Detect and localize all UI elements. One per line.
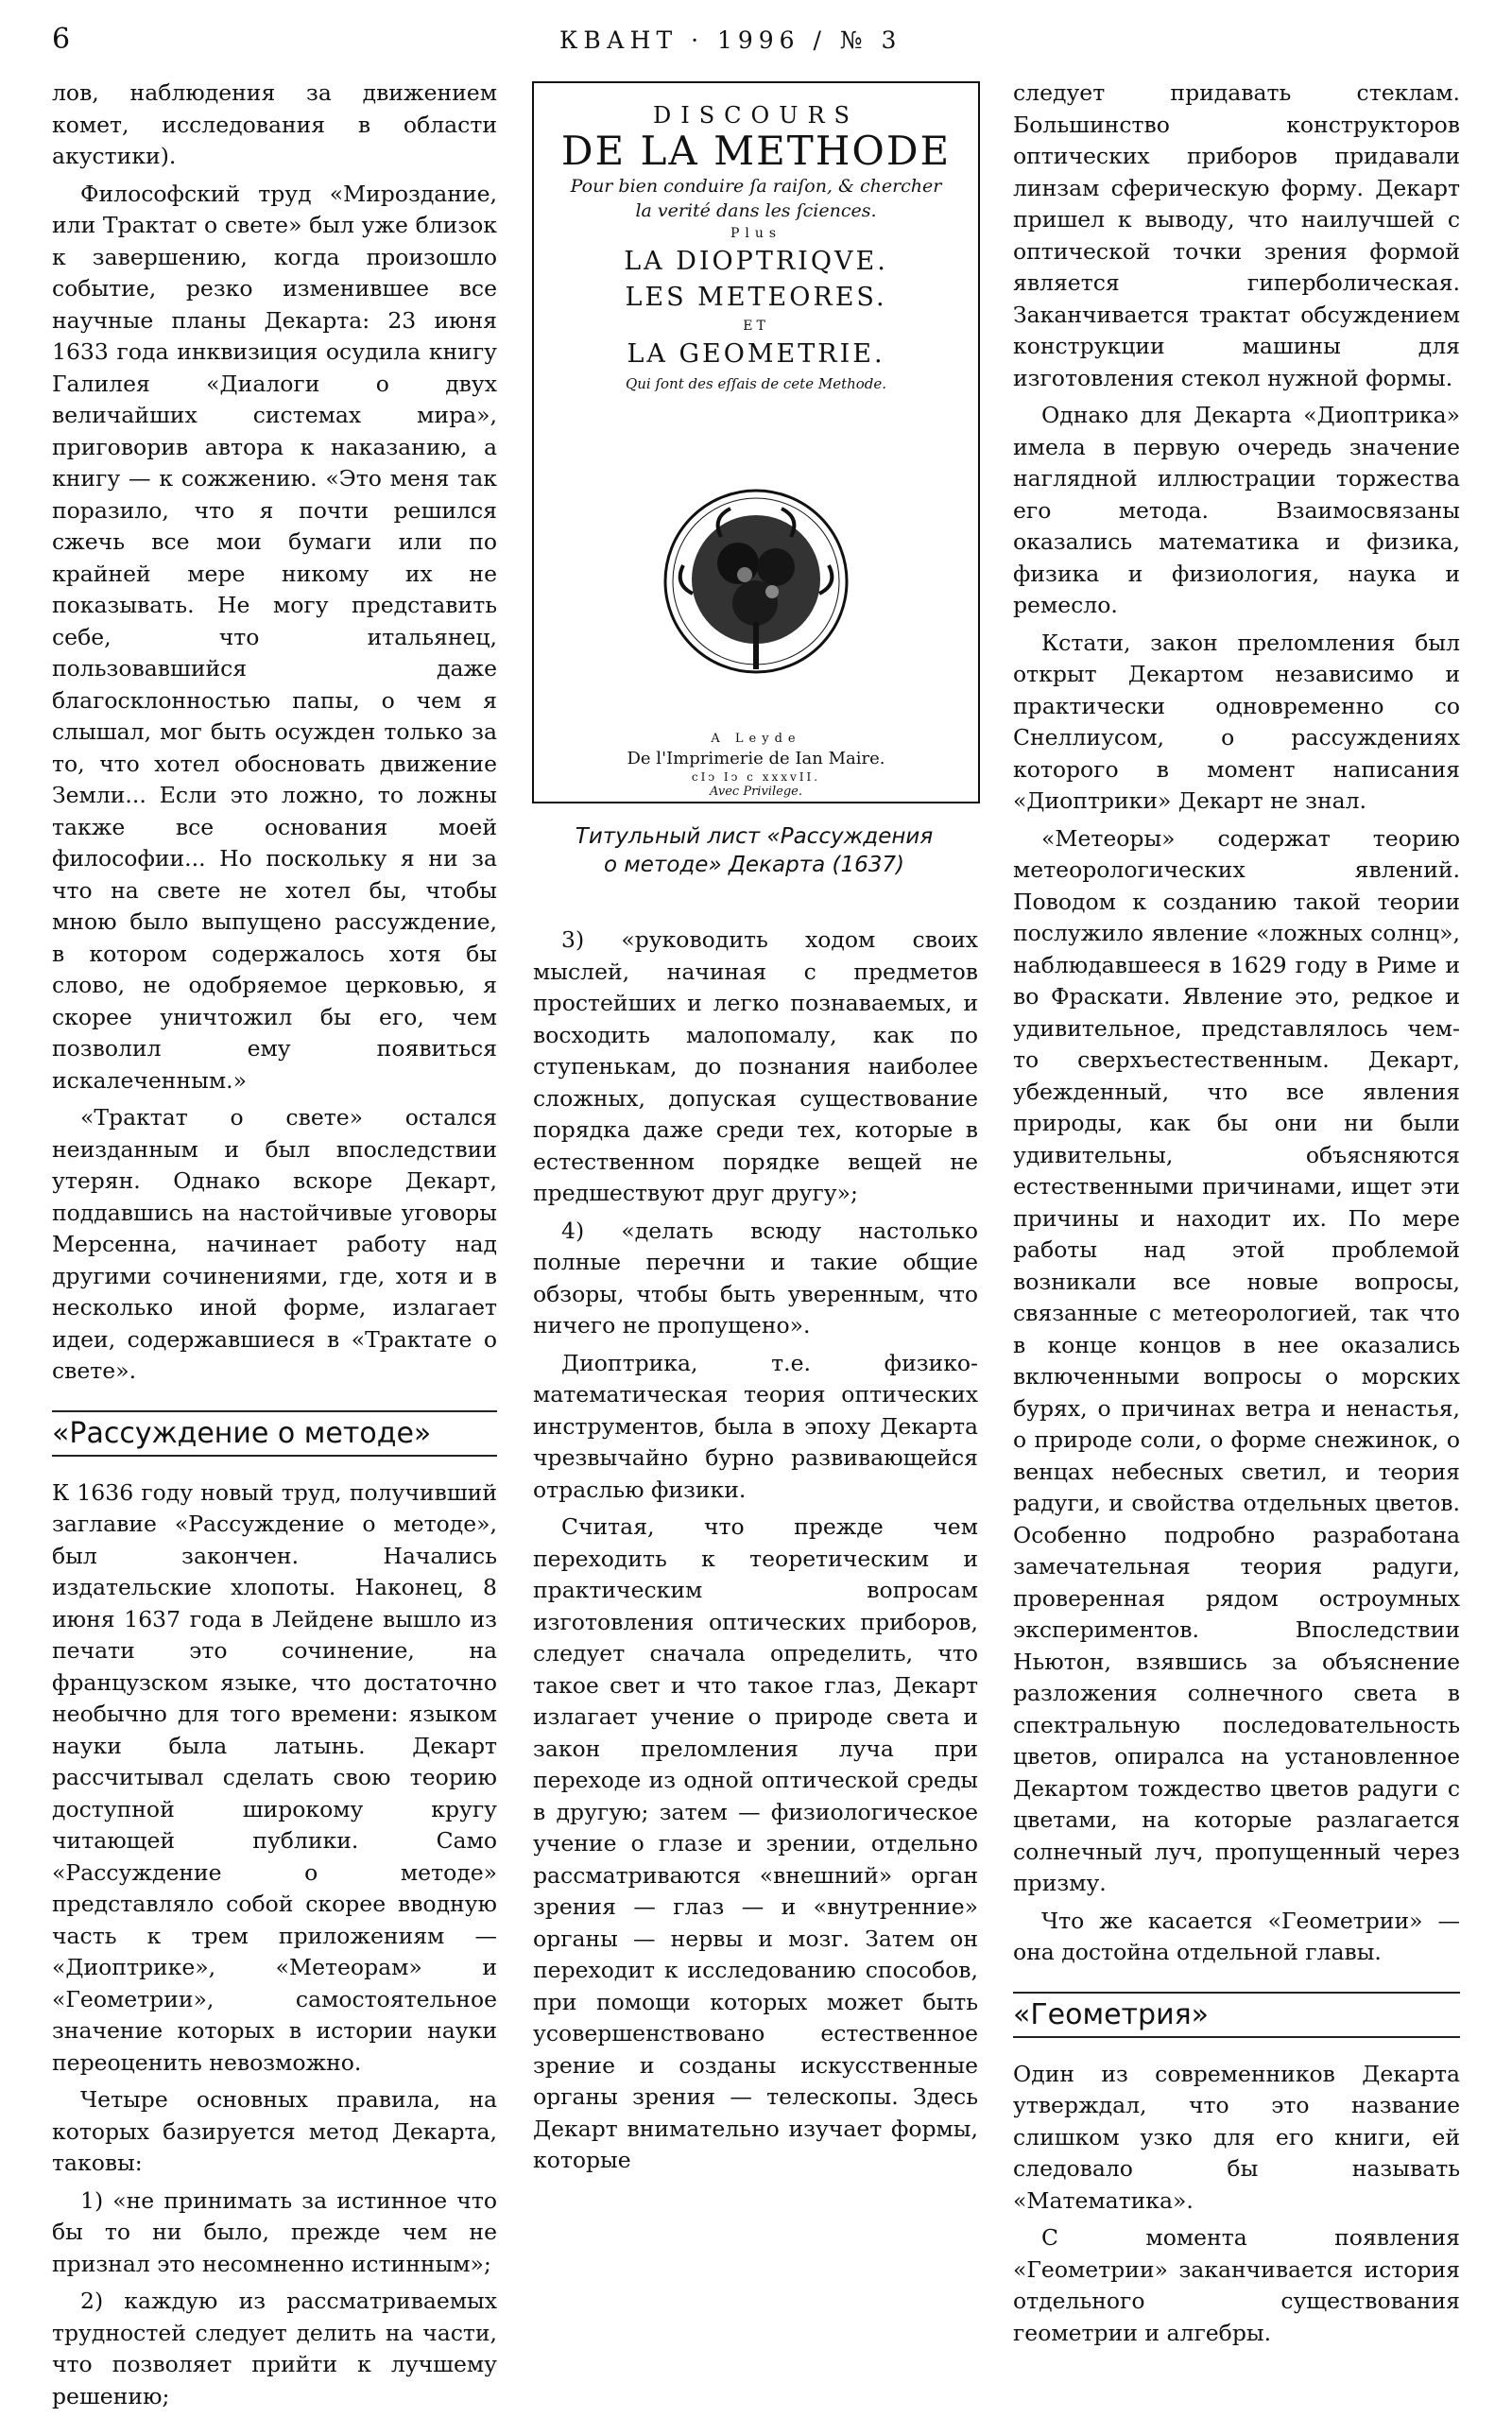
column-3 [1013, 78, 1460, 2355]
figure-text: la verité dans les ſciences. [635, 200, 877, 221]
figure-text: LES METEORES. [625, 283, 887, 312]
figure-caption [532, 822, 976, 879]
paragraph: Что же касается «Геометрии» — она достойна отдельной главы. [1013, 1907, 1460, 1965]
figure-text: De l'Imprimerie de Ian Maire. [627, 749, 885, 769]
paragraph: следует придавать стеклам. Большинство конструкторов оптических приборов придавали линзам сферическую форму. Декарт пришел к выводу, что наилучшей с оптической точки зрения формой является гиперболическая. Заканчивается трактат обсуждением конструкции машины для изготовления стекол нужной формы. [1013, 79, 1460, 391]
printer-device-emblem [655, 480, 857, 682]
paragraph: Один из современников Декарта утверждал, что это название слишком узко для его книги, ей следовало бы называть «Математика». [1013, 2060, 1460, 2214]
figure-text: A Leyde [711, 732, 801, 746]
paragraph: «Трактат о свете» остался неизданным и был впоследствии утерян. Однако вскоре Декарт, поддавшись на настойчивые уговоры Мерсенна, начинает работу над другими сочинениями, где, хотя и в несколько иной форме, излагает идеи, содержавшиеся в «Трактате о свете». [52, 1104, 497, 1384]
paragraph: 2) каждую из рассматриваемых трудностей следует делить на части, что позволяет прийти к лучшему решению; [52, 2288, 497, 2409]
paragraph: Однако для Декарта «Диоптрика» имела в первую очередь значение наглядной иллюстрации торжества его метода. Взаимосвязаны оказались математика и физика, физика и физиология, наука и ремесло. [1013, 402, 1460, 618]
column-1 [52, 78, 497, 2418]
paragraph: Философский труд «Мироздание, или Трактат о свете» был уже близок к завершению, когда произошло событие, резко изменившее все научные планы Декарта: 23 июня 1633 года инквизиция осудила книгу Галилея «Диалоги о двух величайших системах мира», приговорив автора к наказанию, а книгу — к сожжению. «Это меня так поразило, что я почти решился сжечь все мои бумаги или по крайней мере никому их не показывать. Не могу представить себе, что итальянец, пользовавшийся даже благосклонностью папы, о чем я слышал, мог быть осужден только за то, что хотел обосновать движение Земли... Если это ложно, то ложны также все основания моей философии... Но поскольку я ни за что на свете не хотел бы, чтобы мною было выпущено рассуждение, в котором содержалось хотя бы слово, не одобряемое церковью, я скорее уничтожил бы его, чем позволил ему появиться искалеченным.» [52, 180, 497, 1094]
paragraph: Четыре основных правила, на которых базируется метод Декарта, таковы: [52, 2086, 497, 2176]
figure-text: cIↄ Iↄ c xxxvII. [691, 770, 821, 784]
caption-line: Титульный лист «Рассуждения [575, 824, 934, 849]
caption-line: о методе» Декарта (1637) [604, 853, 904, 877]
figure-text: LA GEOMETRIE. [627, 339, 885, 369]
figure-text: ET [743, 319, 769, 334]
paragraph: 4) «делать всюду настолько полные перечни и такие общие обзоры, чтобы быть уверенным, что ничего не пропущено». [533, 1217, 978, 1339]
figure-text: LA DIOPTRIQVE. [624, 247, 888, 276]
section-heading: «Геометрия» [1013, 1992, 1460, 2038]
paragraph: С момента появления «Геометрии» заканчивается история отдельного существования геометрии и алгебры. [1013, 2224, 1460, 2346]
title-page-figure [532, 81, 980, 803]
section-heading: «Рассуждение о методе» [52, 1410, 497, 1457]
paragraph: лов, наблюдения за движением комет, исследования в области акустики). [52, 79, 497, 169]
paragraph: К 1636 году новый труд, получивший заглавие «Рассуждение о методе», был закончен. Начались издательские хлопоты. Наконец, 8 июня 1637 года в Лейдене вышло из печати это сочинение, на французском языке, что достаточно необычно для того времени: языком науки была латынь. Декарт рассчитывал сделать свою теорию доступной широкому кругу читающей публики. Само «Рассуждение о методе» представляло собой скорее вводную часть к трем приложениям — «Диоптрике», «Метеорам» и «Геометрии», самостоятельное значение которых в истории науки переоценить невозможно. [52, 1478, 497, 2076]
figure-text: DE LA METHODE [560, 128, 952, 174]
figure-text: Qui ſont des eſſais de cete Methode. [625, 375, 887, 392]
figure-text: DISCOURS [653, 102, 859, 129]
paragraph: 1) «не принимать за истинное что бы то ни было, прежде чем не признал это несомненно истинным»; [52, 2186, 497, 2277]
page-number: 6 [52, 23, 71, 56]
column-2 [533, 924, 978, 2183]
paragraph: Диоптрика, т.е. физико-математическая теория оптических инструментов, была в эпоху Декарта чрезвычайно бурно развивающейся отраслью физики. [533, 1349, 978, 1503]
paragraph: «Метеоры» содержат теорию метеорологических явлений. Поводом к созданию такой теории послужило явление «ложных солнц», наблюдавшееся в 1629 году в Риме и во Фраскати. Явление это, редкое и удивительное, представлялось чем-то сверхъестественным. Декарт, убежденный, что все явления природы, как бы они ни были удивительны, объясняются естественными причинами, ищет эти причины и находит их. По мере работы над этой проблемой возникали все новые вопросы, связанные с метеорологией, так что в конце концов в нее оказались включенными вопросы о морских бурях, о причинах ветра и ненастья, о природе соли, о форме снежинок, о венцах небесных светил, и теория радуги, и свойства отдельных цветов. Особенно подробно разработана замечательная теория радуги, проверенная рядом остроумных экспериментов. Впоследствии Ньютон, взявшись за объяснение разложения солнечного света в спектральную последовательность цветов, опиралса на установленное Декартом тождество цветов радуги с цветами, на которые разлагается солнечный луч, пропущенный через призму. [1013, 824, 1460, 1896]
figure-text: Avec Privilege. [710, 785, 802, 799]
paragraph: Считая, что прежде чем переходить к теоретическим и практическим вопросам изготовления оптических приборов, следует сначала определить, что такое свет и что такое глаз, Декарт излагает учение о природе света и закон преломления луча при переходе из одной оптической среды в другую; затем — физиологическое учение о глазе и зрении, отдельно рассматриваются «внешний» орган зрения — глаз — и «внутренние» органы — нервы и мозг. Затем он переходит к исследованию способов, при помощи которых может быть усовершенствовано естественное зрение и созданы искусственные органы зрения — телескопы. Здесь Декарт внимательно изучает формы, которые [533, 1513, 978, 2173]
paragraph: 3) «руководить ходом своих мыслей, начиная с предметов простейших и легко познаваемых, и восходить малопомалу, как по ступенькам, до познания наиболее сложных, допуская существование порядка даже среди тех, которые в естественном порядке вещей не предшествуют друг другу»; [533, 926, 978, 1206]
figure-text: Plus [730, 226, 782, 241]
figure-text: Pour bien conduire ſa raiſon, & chercher [570, 176, 942, 197]
running-head: КВАНТ · 1996 / № 3 [559, 26, 902, 54]
paragraph: Кстати, закон преломления был открыт Декартом независимо и практически одновременно со Снеллиусом, о рассуждениях которого в момент написания «Диоптрики» Декарт не знал. [1013, 629, 1460, 814]
